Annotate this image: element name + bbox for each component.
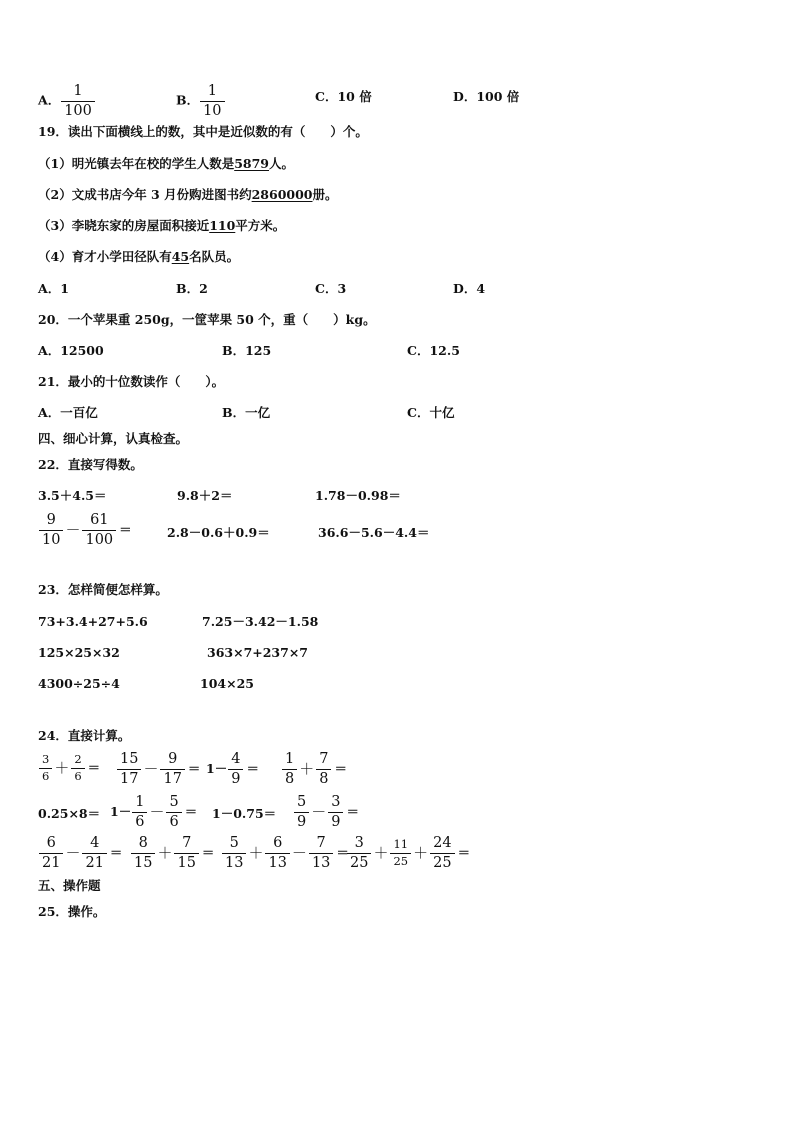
equals-sign: ＝ (457, 844, 471, 860)
q22-expr-1: 3.5＋4.5＝ (38, 488, 107, 503)
q21-option-b[interactable]: B．一亿 (222, 405, 271, 420)
denominator: 6 (74, 768, 82, 783)
denominator: 6 (135, 813, 145, 830)
q20-option-b[interactable]: B．125 (222, 343, 272, 358)
q22-expr-2: 9.8＋2＝ (177, 488, 233, 503)
equals-sign: ＝ (201, 844, 215, 860)
fraction (309, 836, 333, 870)
denominator: 6 (42, 768, 50, 783)
q21-option-a[interactable]: A．一百亿 (38, 405, 98, 420)
numerator: 24 (430, 836, 454, 854)
underlined-number: 110 (209, 218, 236, 233)
q23-expr-4: 363×7+237×7 (207, 645, 309, 660)
q21-stem: 21．最小的十位数读作（ ）。 (38, 374, 225, 389)
equals-sign: ＝ (119, 521, 132, 537)
fraction (71, 754, 84, 782)
denominator: 25 (433, 854, 452, 871)
equals-sign: ＝ (184, 803, 198, 819)
fraction (39, 754, 52, 782)
fraction (61, 84, 95, 118)
q23-expr-1: 73+3.4+27+5.6 (38, 614, 148, 629)
fraction (282, 752, 297, 786)
q20-option-a[interactable]: A．12500 (38, 343, 104, 358)
numerator: 3 (328, 795, 343, 813)
q18-option-a[interactable] (38, 84, 96, 118)
fraction (160, 752, 184, 786)
fraction (316, 752, 331, 786)
minus-sign: － (149, 802, 165, 821)
q22-expr-4 (38, 513, 132, 547)
equals-sign: ＝ (334, 760, 347, 776)
q24-expr-7: 1－0.75＝ (212, 806, 277, 821)
numerator: 8 (131, 836, 155, 854)
numerator: 1 (200, 84, 224, 102)
q19-option-c[interactable]: C．3 (315, 281, 347, 296)
numerator: 4 (82, 836, 106, 854)
q19-option-a[interactable]: A．1 (38, 281, 69, 296)
minus-sign: － (65, 520, 81, 539)
q24-expr-4 (281, 752, 347, 786)
equals-sign: ＝ (187, 760, 201, 776)
q18-option-c[interactable]: C．10 倍 (315, 89, 372, 104)
q24-expr-5: 0.25×8＝ (38, 806, 101, 821)
plus-sign: ＋ (299, 759, 315, 778)
fraction (82, 836, 106, 870)
numerator: 9 (160, 752, 184, 770)
numerator: 6 (39, 836, 63, 854)
q24-expr-8 (293, 795, 359, 829)
fraction (39, 513, 63, 547)
statement-text: 人。 (269, 156, 295, 171)
fraction (228, 752, 243, 786)
q24-expr-1 (38, 754, 100, 782)
denominator: 13 (225, 854, 244, 871)
denominator: 21 (42, 854, 61, 871)
numerator: 5 (166, 795, 181, 813)
q19-statement-1 (38, 158, 294, 171)
numerator: 11 (390, 839, 411, 854)
numerator: 1 (282, 752, 297, 770)
numerator: 5 (222, 836, 246, 854)
equals-sign: ＝ (336, 844, 349, 860)
q20-option-c[interactable]: C．12.5 (407, 343, 460, 358)
q25-stem: 25．操作。 (38, 904, 106, 919)
underlined-number: 5879 (234, 156, 269, 171)
q23-stem: 23．怎样简便怎样算。 (38, 582, 168, 597)
q22-expr-3: 1.78－0.98＝ (315, 488, 401, 503)
q19-statement-3 (38, 220, 285, 233)
equals-sign: ＝ (346, 803, 359, 819)
denominator: 8 (285, 770, 295, 787)
fraction (430, 836, 454, 870)
q24-expr-2 (116, 752, 200, 786)
statement-text: 名队员。 (189, 249, 240, 264)
section-5-heading: 五、操作题 (38, 878, 101, 893)
plus-sign: ＋ (373, 843, 389, 862)
denominator: 17 (163, 770, 182, 787)
equals-sign: ＝ (87, 759, 101, 775)
numerator: 15 (117, 752, 141, 770)
denominator: 6 (169, 813, 179, 830)
q23-expr-3: 125×25×32 (38, 645, 120, 660)
statement-text: （3）李晓东家的房屋面积接近 (38, 218, 210, 233)
q19-stem: 19．读出下面横线上的数，其中是近似数的有（ ）个。 (38, 124, 368, 139)
numerator: 7 (309, 836, 333, 854)
minus-sign: － (311, 802, 327, 821)
q24-expr-12 (346, 836, 470, 870)
equals-sign: ＝ (109, 844, 123, 860)
plus-sign: ＋ (157, 843, 173, 862)
q19-statement-2 (38, 189, 338, 202)
denominator: 8 (319, 770, 329, 787)
denominator: 25 (350, 854, 369, 871)
numerator: 7 (174, 836, 198, 854)
denominator: 9 (231, 770, 241, 787)
equals-sign: ＝ (246, 760, 259, 776)
fraction (82, 513, 116, 547)
q22-stem: 22．直接写得数。 (38, 457, 143, 472)
underlined-number: 45 (171, 249, 190, 264)
denominator: 21 (85, 854, 104, 871)
numerator: 4 (228, 752, 243, 770)
minus-sign: － (291, 843, 307, 862)
denominator: 15 (134, 854, 153, 871)
denominator: 25 (393, 853, 409, 868)
denominator: 100 (85, 531, 114, 548)
q18-option-d[interactable]: D．100 倍 (453, 89, 520, 104)
numerator: 1 (61, 84, 95, 102)
statement-text: 册。 (312, 187, 338, 202)
fraction (328, 795, 343, 829)
numerator: 61 (82, 513, 116, 531)
statement-text: （4）育才小学田径队有 (38, 249, 172, 264)
numerator: 3 (39, 754, 52, 769)
denominator: 15 (177, 854, 196, 871)
q23-expr-2: 7.25－3.42－1.58 (202, 614, 319, 629)
denominator: 17 (120, 770, 139, 787)
plus-sign: ＋ (413, 843, 429, 862)
q24-expr-11 (221, 836, 349, 870)
numerator: 6 (265, 836, 289, 854)
fraction (132, 795, 147, 829)
fraction (265, 836, 289, 870)
q24-expr-3 (206, 752, 259, 786)
expression-text: 1－ (110, 803, 132, 819)
numerator: 1 (132, 795, 147, 813)
fraction (117, 752, 141, 786)
fraction (222, 836, 246, 870)
plus-sign: ＋ (248, 843, 264, 862)
q19-option-d[interactable]: D．4 (453, 281, 486, 296)
denominator: 9 (331, 813, 341, 830)
denominator: 10 (42, 531, 61, 548)
fraction (39, 836, 63, 870)
option-label: B． (176, 92, 200, 108)
fraction (131, 836, 155, 870)
plus-sign: ＋ (54, 758, 70, 777)
q19-option-b[interactable]: B．2 (176, 281, 208, 296)
q24-stem: 24．直接计算。 (38, 728, 131, 743)
fraction (174, 836, 198, 870)
q24-expr-10 (130, 836, 214, 870)
fraction (200, 84, 224, 118)
q22-expr-6: 36.6－5.6－4.4＝ (318, 525, 430, 540)
minus-sign: － (143, 759, 159, 778)
denominator: 9 (297, 813, 307, 830)
expression-text: 1－ (206, 760, 228, 776)
numerator: 7 (316, 752, 331, 770)
q18-option-b[interactable] (176, 84, 226, 118)
fraction (390, 839, 411, 867)
numerator: 3 (347, 836, 371, 854)
denominator: 13 (311, 854, 331, 871)
q20-stem: 20．一个苹果重 250g，一筐苹果 50 个，重（ ）kg。 (38, 312, 376, 327)
minus-sign: － (65, 843, 81, 862)
q23-expr-6: 104×25 (200, 676, 254, 691)
q24-expr-6 (110, 795, 197, 829)
denominator: 100 (64, 102, 92, 119)
denominator: 10 (203, 102, 222, 119)
numerator: 9 (39, 513, 63, 531)
statement-text: （2）文成书店今年 3 月份购进图书约 (38, 187, 252, 202)
section-4-heading: 四、细心计算，认真检查。 (38, 431, 189, 446)
numerator: 5 (294, 795, 309, 813)
option-label: A． (38, 92, 61, 108)
q23-expr-5: 4300÷25÷4 (38, 676, 120, 691)
fraction (294, 795, 309, 829)
q24-expr-9 (38, 836, 122, 870)
statement-text: （1）明光镇去年在校的学生人数是 (38, 156, 235, 171)
underlined-number: 2860000 (251, 187, 313, 202)
numerator: 2 (71, 754, 84, 769)
q22-expr-5: 2.8－0.6＋0.9＝ (167, 525, 270, 540)
fraction (166, 795, 181, 829)
denominator: 13 (268, 854, 287, 871)
fraction (347, 836, 371, 870)
statement-text: 平方米。 (235, 218, 286, 233)
q19-statement-4 (38, 251, 239, 264)
q21-option-c[interactable]: C．十亿 (407, 405, 455, 420)
